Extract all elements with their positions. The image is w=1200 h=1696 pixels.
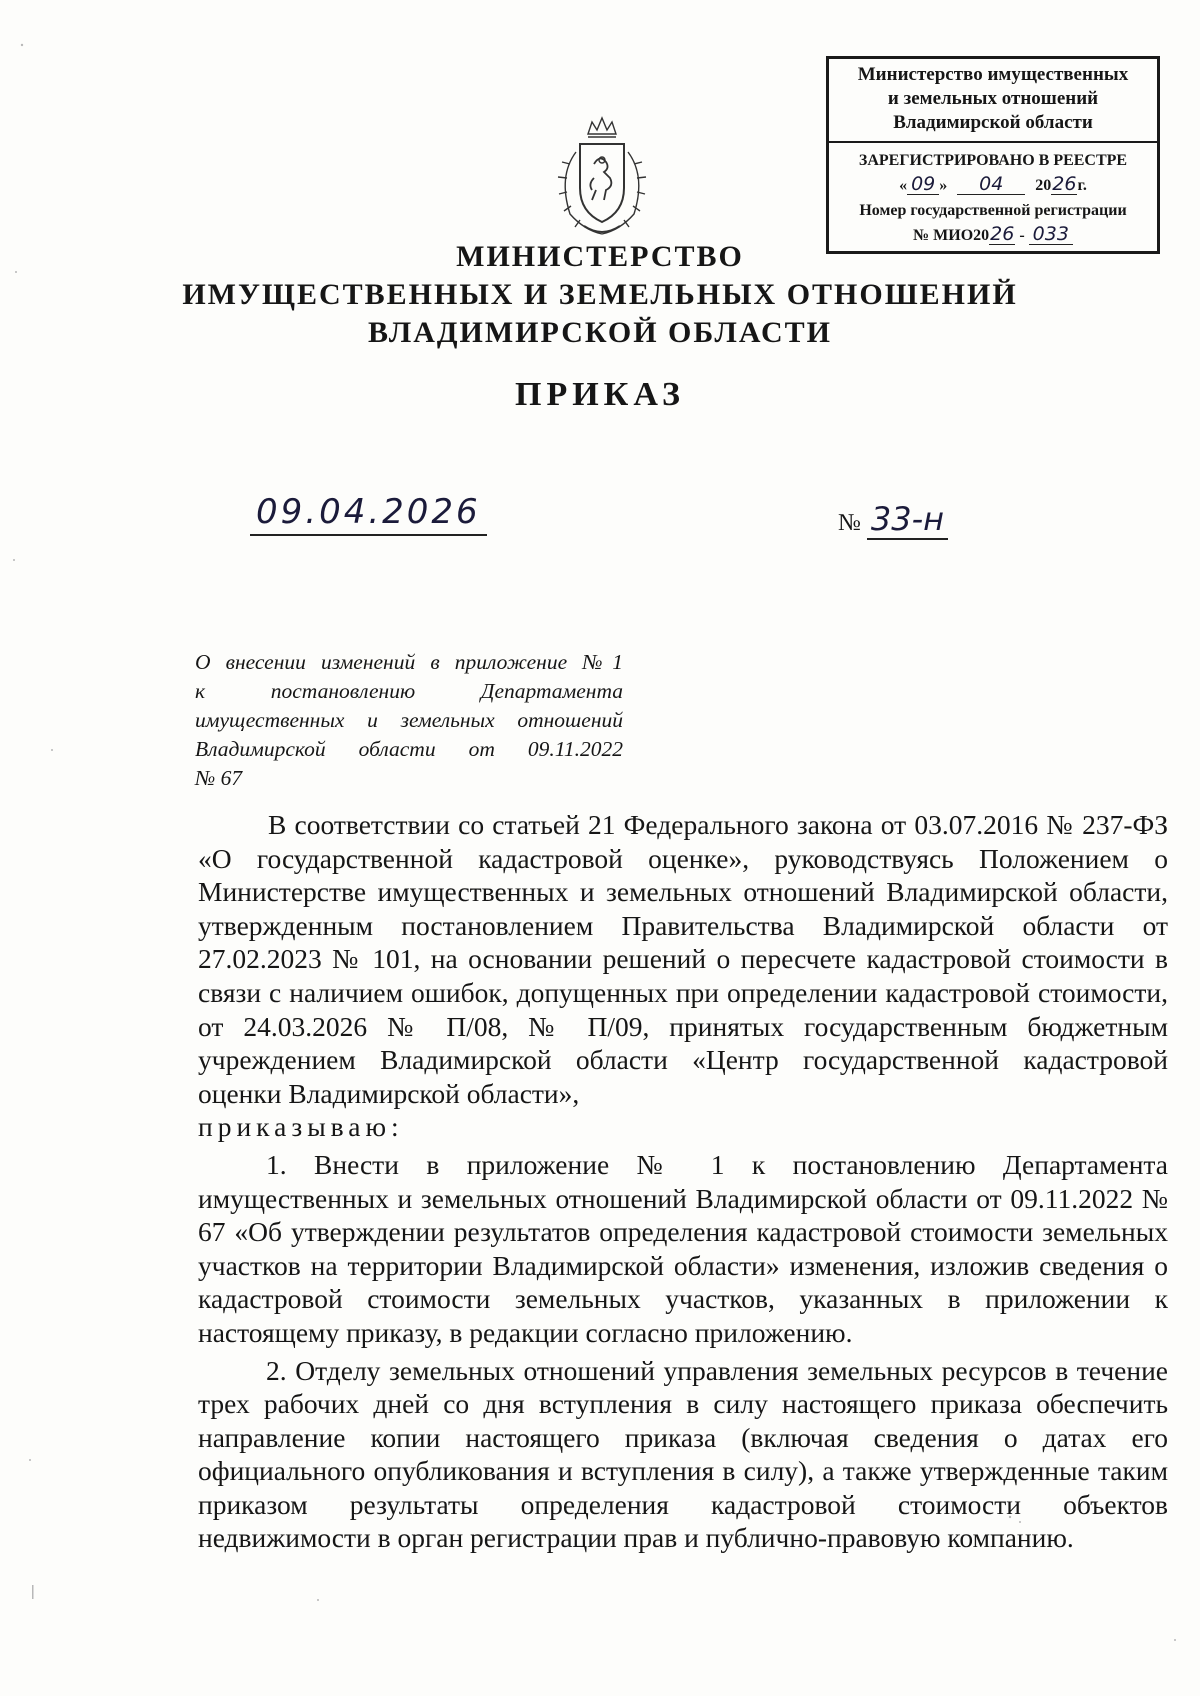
ministry-title-line: ИМУЩЕСТВЕННЫХ И ЗЕМЕЛЬНЫХ ОТНОШЕНИЙ bbox=[182, 278, 1018, 311]
subject-line: к постановлению Департамента bbox=[195, 679, 623, 703]
coat-of-arms-emblem bbox=[540, 116, 664, 242]
stamp-reg-value: 033 bbox=[1029, 224, 1073, 245]
stamp-year: 26 bbox=[1052, 173, 1077, 195]
stamp-date-line bbox=[835, 173, 1151, 198]
order-date: 09.04.2026 bbox=[250, 492, 487, 536]
ministry-header bbox=[150, 238, 1050, 352]
stamp-year-tail: г. bbox=[1077, 177, 1087, 194]
stamp-year-prefix: 20 bbox=[1035, 177, 1052, 194]
subject-line: Владимирской области от 09.11.2022 bbox=[195, 737, 623, 761]
stamp-org-line: Владимирской области bbox=[893, 112, 1093, 133]
order-body bbox=[198, 808, 1168, 1555]
subject-line: О внесении изменений в приложение №1 bbox=[195, 650, 623, 674]
stamp-day: 09 bbox=[907, 174, 939, 195]
subject-line: имущественных и земельных отношений bbox=[195, 708, 623, 732]
stamp-reg-dash: - bbox=[1015, 227, 1029, 244]
order-number bbox=[838, 500, 948, 538]
stamp-quote-close: » bbox=[939, 177, 948, 194]
document-type-title: ПРИКАЗ bbox=[515, 376, 685, 413]
order-number-value: 33-н bbox=[867, 500, 948, 540]
order-number-label: № bbox=[838, 510, 861, 536]
order-item-2: 2. Отделу земельных отношений управления земельных ресурсов в течение трех рабочих дней со дня вступления в силу настоящего приказа обеспечить направление копии настоящего приказа (включая сведения о датах его официального опубликования и вступления в силу), а также утвержденные таким приказом результаты определения кадастровой стоимости объектов недвижимости в орган регистрации прав и публично-правовую компанию. bbox=[198, 1354, 1168, 1554]
stamp-reg-year: 26 bbox=[990, 223, 1015, 245]
stamp-reg-prefix: № МИО20 bbox=[913, 227, 990, 244]
ministry-title-line: ВЛАДИМИРСКОЙ ОБЛАСТИ bbox=[368, 316, 832, 349]
stamp-registered-label: ЗАРЕГИСТРИРОВАНО В РЕЕСТРЕ bbox=[858, 152, 1128, 169]
stamp-org-line: и земельных отношений bbox=[887, 88, 1099, 109]
subject-line: № 67 bbox=[195, 766, 243, 790]
stamp-org-line: Министерство имущественных bbox=[857, 64, 1129, 85]
ministry-title-line: МИНИСТЕРСТВО bbox=[456, 240, 744, 273]
order-word: приказываю: bbox=[198, 1111, 404, 1143]
stamp-month: 04 bbox=[957, 174, 1025, 195]
stamp-registration bbox=[829, 143, 1157, 252]
order-item-1: 1. Внести в приложение № 1 к постановлению Департамента имущественных и земельных отношений Владимирской области от 09.11.2022 № 67 «Об утверждении результатов определения кадастровой стоимости земельных участков на территории Владимирской области» изменения, изложив сведения о кадастровой стоимости земельных участков, указанных в приложении к настоящему приказу, в редакции согласно приложению. bbox=[198, 1148, 1168, 1348]
stamp-reg-number-label: Номер государственной регистрации bbox=[859, 202, 1127, 219]
preamble-paragraph: В соответствии со статьей 21 Федерального закона от 03.07.2016 № 237-ФЗ «О государственной кадастровой оценке», руководствуясь Положением о Министерстве имущественных и земельных отношений Владимирской области, утвержденным постановлением Правительства Владимирской области от 27.02.2023 № 101, на основании решений о пересчете кадастровой стоимости в связи с наличием ошибок, допущенных при определении кадастровой стоимости, от 24.03.2026 № П/08, № П/09, принятых государственным бюджетным учреждением Владимирской области «Центр государственной кадастровой оценки Владимирской области», bbox=[198, 809, 1168, 1109]
stamp-quote-open: « bbox=[899, 177, 908, 194]
registration-stamp bbox=[826, 56, 1160, 254]
order-subject bbox=[195, 648, 623, 793]
stamp-organization bbox=[829, 59, 1157, 143]
